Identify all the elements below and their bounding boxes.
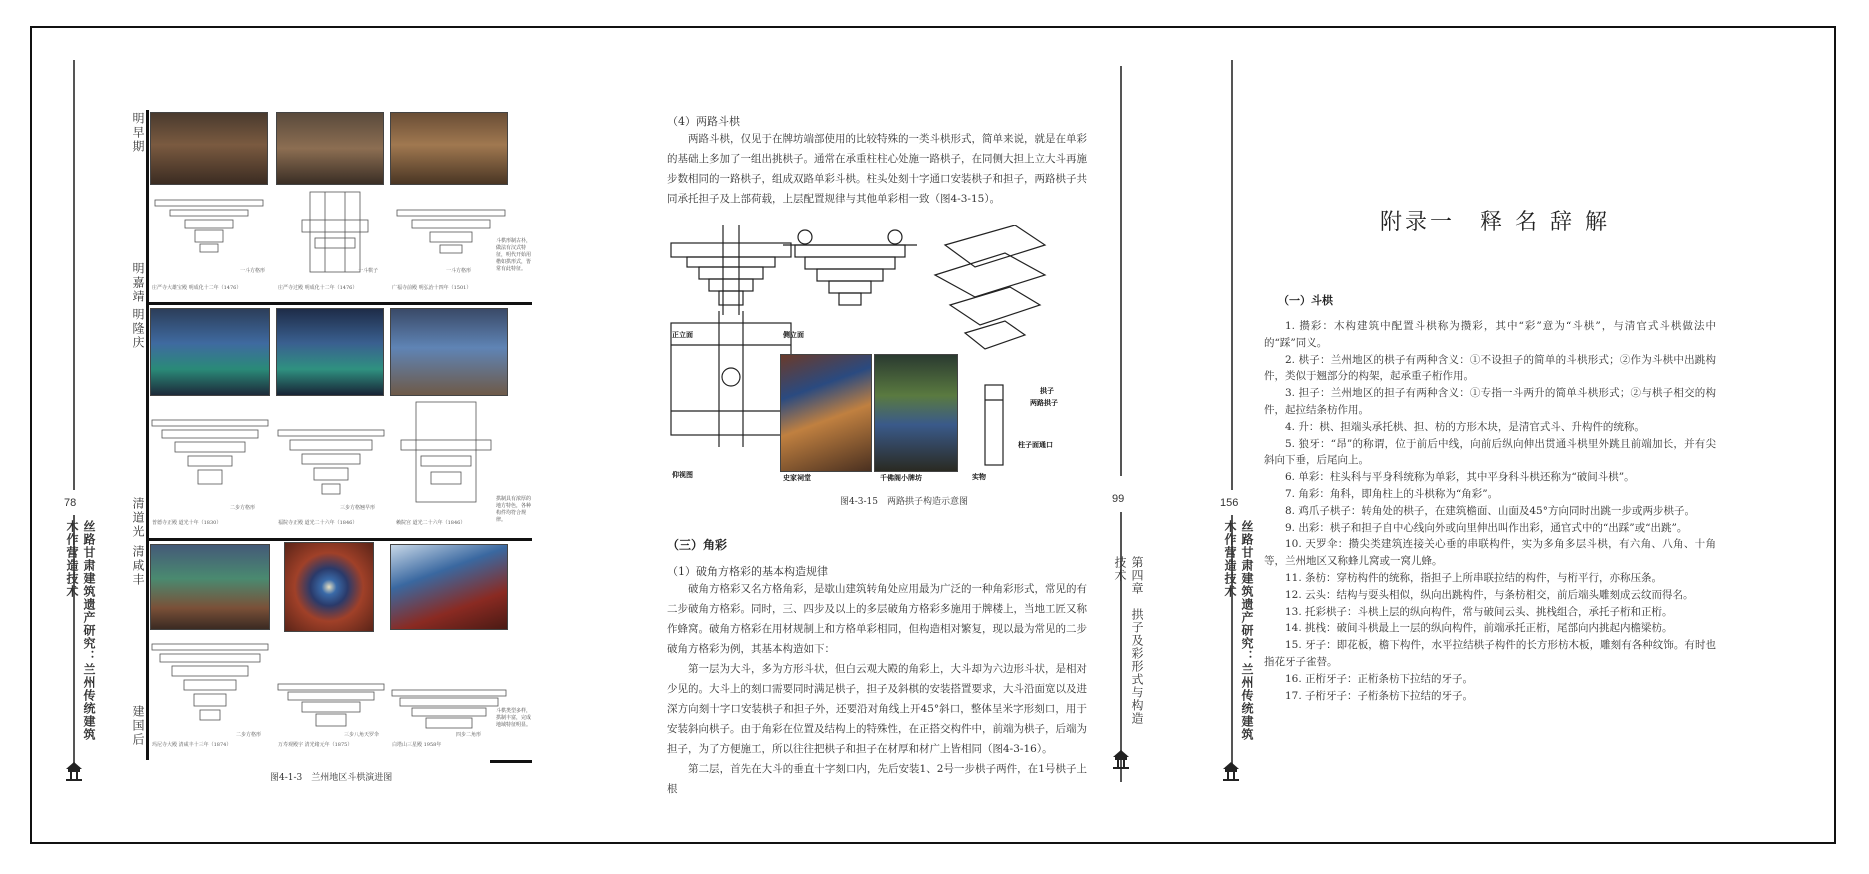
section-heading: （一）斗栱 [1278,294,1333,307]
diagram-label: 拱子 [1040,386,1054,395]
subheading: （4）两路斗栱 [667,115,740,128]
photo-ming-early-3 [390,112,508,185]
caption: 二步方格形 [236,732,262,738]
photo-xianfeng-2 [284,542,374,632]
photo-qianfoge-paifang [874,354,958,472]
era-label: 清道光 [131,497,145,539]
photo-ming-early-2 [276,112,384,185]
appendix-title: 附录一 释 名 辞 解 [1380,210,1610,235]
glossary-entry: 8. 鸡爪子栱子：转角处的栱子，在建筑檐面、山面及45°方向同时出跳一步或两步栱子。 [1285,504,1695,517]
figure-caption: 图4-1-3 兰州地区斗栱演进图 [270,773,393,783]
caption: 广福寺前殿 明弘治十四年（1501） [392,285,472,291]
photo-longqing-1 [150,308,270,396]
caption: 万寿观殿宇 清光绪元年（1875） [278,742,353,748]
caption: 庄严寺过殿 明成化十二年（1476） [278,285,358,291]
caption: 三步方格翘早形 [340,505,376,511]
caption: 赖院宫 道光二十六年（1846） [396,520,466,526]
era-label: 明嘉靖 [131,262,145,304]
era-divider [146,538,532,541]
glossary-list [1264,318,1716,704]
glossary-entry: 12. 云头：结构与耍头相似，纵向出跳构件，与条枋相交，前后端头雕刻成云纹而得名。 [1285,588,1694,601]
glossary-entry: 5. 狼牙：“昂”的称谓，位于前后中线，向前后纵向伸出贯通斗栱里外跳且前端加长，并有尖斜向下垂，后尾向上。 [1264,437,1716,467]
page-number: 99 [1112,493,1125,505]
bracket-drawing [276,400,386,510]
caption: 三步八角天罗伞 [344,732,380,738]
glossary-entry: 10. 天罗伞：攒尖类建筑连接关心垂的串联构件，实为多角多层斗栱，有六角、八角、十角等，兰州地区又称蜂儿窝或一窝儿蜂。 [1264,538,1716,568]
photo-ming-early-1 [150,112,268,185]
diagram-label: 正立面 [672,330,693,339]
bracket-drawing [300,190,370,280]
era-label: 明隆庆 [131,308,145,350]
caption: 一斗方格形 [446,268,472,274]
glossary-entry: 1. 攒彩：木构建筑中配置斗栱称为攒彩，其中“彩”意为“斗栱”，与清官式斗栱做法中的“踩”同义。 [1264,320,1716,349]
diagram-label: 侧立面 [783,330,804,339]
caption: 二步方格形 [230,505,256,511]
bracket-drawing [150,636,270,746]
era-note: 斗栱形制古朴，做法有汉式特征，明代开始用楷如拱形式，皆常有此特征。 [496,238,532,272]
bracket-drawing [396,400,496,510]
caption: 玛尼寺大殿 清咸丰十三年（1874） [152,742,232,748]
pagoda-icon [63,760,85,782]
pagoda-icon [1110,748,1132,770]
diagram-label: 两路拱子 [1030,398,1058,407]
photo-shijia-citang [780,354,872,472]
caption: 一斗方格形 [240,268,266,274]
glossary-entry: 3. 担子：兰州地区的担子有两种含义：①专指一斗两升的简单斗栱形式；②与栱子相交的构件，起拉结条枋作用。 [1264,387,1716,416]
pagoda-icon [1220,760,1242,782]
diagram-label: 仰视图 [672,470,693,479]
figure-caption: 图4-3-15 两路拱子构造示意图 [840,497,968,507]
bracket-drawing [150,400,270,510]
photo-longqing-2 [276,308,384,396]
era-note: 拱制具有浓厚的地方特色，各种构件均符合规律。 [496,496,532,523]
photo-longqing-3 [390,308,508,396]
glossary-entry: 4. 升：栱、担端头承托栱、担、枋的方形木块，是清官式斗、升构件的统称。 [1285,420,1645,433]
era-divider [490,760,532,763]
caption: 福院寺正殿 道光二十六年（1846） [278,520,358,526]
paragraph: 第二层，首先在大斗的垂直十字刻口内，先后安装1、2号一步栱子两件，在1号栱子上根 [667,763,1087,795]
paragraph: 破角方格彩又名方格角彩，是歇山建筑转角处应用最为广泛的一种角彩形式，常见的有二步破角方格彩。同时，三、四步及以上的多层破角方格彩多施用于牌楼上，当地工匠又称作蜂窝。破角方格彩在用材规制上和方格单彩相同，但构造相对繁复，现以最为常见的二步破角方格彩为例，其基本构造如下： [667,583,1087,655]
glossary-entry: 15. 牙子：即花板，檐下构件，水平拉结栱子构件的长方形枋木板，雕刻有各种纹饰。有时也指花牙子雀替。 [1264,639,1716,668]
caption: 普德寺正殿 道光十年（1830） [152,520,222,526]
glossary-entry: 13. 托彩栱子：斗栱上层的纵向构件，常与破间云头、挑栈组合，承托子桁和正桁。 [1285,605,1673,618]
page-number: 78 [64,497,77,509]
right-margin-rule-top [1231,60,1233,490]
section-heading: （三）角彩 [667,538,728,552]
era-axis [146,110,149,760]
glossary-entry: 14. 挑栈：破间斗栱最上一层的纵向构件，前端承托正桁，尾部向内挑起内檐梁枋。 [1285,622,1673,635]
glossary-entry: 17. 子桁牙子：子桁条枋下拉结的牙子。 [1285,689,1474,702]
caption: 四步二角形 [456,732,482,738]
glossary-entry: 7. 角彩：角科，即角柱上的斗栱称为“角彩”。 [1285,487,1499,500]
glossary-entry: 2. 栱子：兰州地区的栱子有两种含义：①不设担子的简单的斗栱形式；②作为斗栱中出跳构件，类似于翘部分的构架，起承重子桁作用。 [1264,353,1716,383]
chapter-tab: 第四章 拱子及彩形式与构造技术 [1113,556,1144,725]
bracket-drawing [392,190,510,280]
page-number: 156 [1220,497,1239,509]
diagram-label: 千佛阁小牌坊 [880,473,922,482]
caption: 一斗棋子 [358,268,379,274]
glossary-entry: 6. 单彩：柱头科与平身科统称为单彩，其中平身科斗栱还称为“破间斗栱”。 [1285,471,1635,484]
running-title: 丝路甘肃建筑遗产研究：兰州传统建筑木作营造技术 [1223,520,1254,741]
diagram-label: 柱子面通口 [1018,440,1053,449]
bracket-drawing [390,688,508,738]
era-divider [146,302,532,305]
era-note: 斗栱类型多样，拱制丰富，完成地域特征明显。 [496,708,532,728]
paragraph: 两路斗栱，仅见于在牌坊端部使用的比较特殊的一类斗栱形式，简单来说，就是在单彩的基础上多加了一组出挑栱子。通常在承重柱柱心处施一路栱子，在同侧大担上立大斗再施步数相同的一路栱子，组成双路单彩斗栱。柱头处刻十字通口安装栱子和担子，两路栱子共同承托担子及上部荷载，上层配置规律与其他单彩相一致（图4-3-15）。 [667,133,1087,205]
middle-margin-rule-top [1120,66,1122,476]
glossary-entry: 11. 条枋：穿枋构件的统称，指担子上所串联拉结的构件，与桁平行，亦称压条。 [1285,571,1663,584]
era-label: 明早期 [131,112,145,154]
caption: 庄严寺大雄宝殿 明成化十二年（1476） [152,285,242,291]
photo-xianfeng-3 [390,544,508,630]
diagram-label: 史家祠堂 [783,473,811,482]
caption: 白塔山三星殿 1958年 [392,742,442,748]
era-label: 清咸丰 [131,545,145,587]
subheading: （1）破角方格彩的基本构造规律 [667,565,828,578]
photo-xianfeng-1 [150,544,270,630]
paragraph: 第一层为大斗，多为方形斗状，但白云观大殿的角彩上，大斗却为六边形斗状，是相对少见的。大斗上的刻口需要同时满足栱子，担子及斜棋的安装搭置要求，大斗沿面宽以及进深方向刻十字口安装栱子和担子外，还要沿对角线上开45°斜口，整体呈米字形刻口，用于安装斜向栱子。由于角彩在位置及结构上的特殊性，在正搭交构件中，前端为栱子，后端为担子，为了方便施工，所以往往把栱子和担子在材厚和材广上皆相同（图4-3-16）。 [667,663,1087,755]
glossary-entry: 9. 出彩：栱子和担子自中心线向外或向里伸出叫作出彩，通官式中的“出踩”或“出跳”。 [1285,521,1688,534]
running-title: 丝路甘肃建筑遗产研究：兰州传统建筑木作营造技术 [65,520,96,741]
bracket-drawing [276,680,386,740]
left-margin-rule-top [73,60,75,490]
bracket-drawing [150,190,268,280]
era-label: 建国后 [131,705,145,747]
diagram-label: 实物 [972,472,986,481]
glossary-entry: 16. 正桁牙子：正桁条枋下拉结的牙子。 [1285,672,1474,685]
